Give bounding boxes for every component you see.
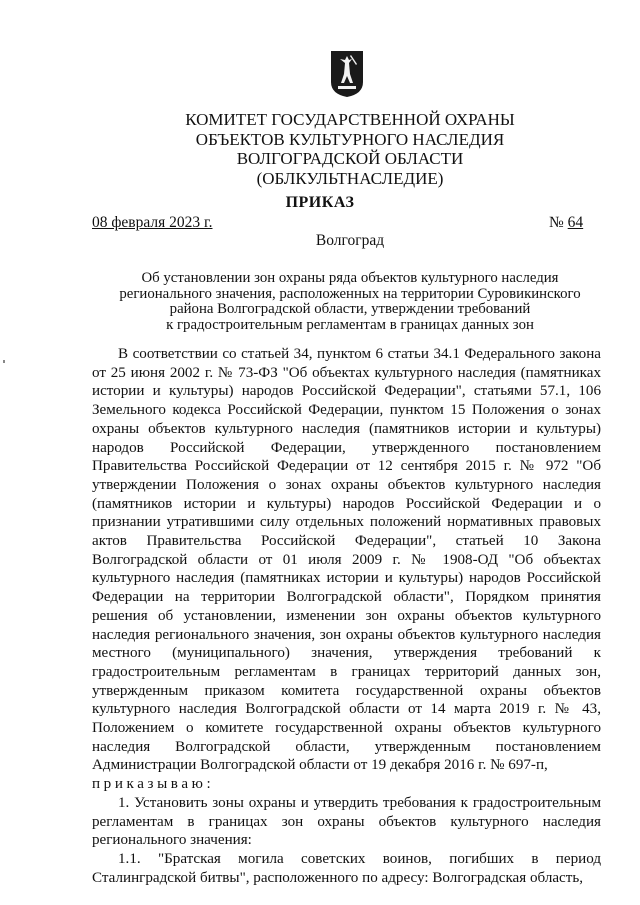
preamble-paragraph: В соответствии со статьей 34, пунктом 6 статьи 34.1 Федерального закона от 25 июня 2002 г. № 73-ФЗ "Об объектах культурного наследия (памятниках истории и культуры) народов Российской Федерации", статьями 57.1, 106 Земельного кодекса Российской Федерации, пунктом 15 Положения о зонах охраны объектов культурного наследия (памятников истории и культуры) народов Российской Федерации, утвержденного постановлением Правительства Российской Федерации от 12 сентября 2015 г. № 972 "Об утверждении Положения о зонах охраны объектов культурного наследия (памятников истории и культуры) народов Российской Федерации и о признании утратившими силу отдельных положений нормативных правовых актов Правительства Российской Федерации", статьей 10 Закона Волгоградской области от 01 июля 2009 г. № 1908-ОД "Об объектах культурного наследия (памятниках истории и культуры) народов Российской Федерации на территории Волгоградской области", Порядком принятия решения об установлении, изменении зон охраны объектов культурного наследия регионального значения, зон охраны объектов культурного наследия местного (муниципального) значения, утверждения требований к градостроительным регламентам в границах территорий данных зон, утвержденным приказом комитета государственной охраны объектов культурного наследия Волгоградской области от 14 марта 2019 г. № 43, Положением о комитете государственной охраны объектов культурного наследия Волгоградской области, утвержденным постановлением Администрации Волгоградской области от 19 декабря 2016 г. № 697-п, xyxy=(92,346,601,774)
subject-line: района Волгоградской области, утверждении требований xyxy=(169,301,531,317)
number-sign: № xyxy=(549,214,564,231)
scan-margin-mark xyxy=(3,360,5,363)
document-title: ПРИКАЗ xyxy=(285,194,355,211)
order-body xyxy=(92,345,601,887)
directive-word: приказываю: xyxy=(92,776,215,793)
subject-line: к градостроительным регламентам в границах данных зон xyxy=(166,316,534,333)
order-date: 08 февраля 2023 г. xyxy=(92,214,213,231)
agency-name xyxy=(140,110,560,188)
subject-line: регионального значения, расположенных на территории Суровикинского xyxy=(119,285,581,302)
number-value: 64 xyxy=(567,214,584,231)
agency-line: ВОЛГОГРАДСКОЙ ОБЛАСТИ xyxy=(236,149,464,168)
subject-line: Об установлении зон охраны ряда объектов культурного наследия xyxy=(141,270,559,286)
order-city: Волгоград xyxy=(315,232,385,249)
order-subject xyxy=(100,271,600,333)
agency-line: КОМИТЕТ ГОСУДАРСТВЕННОЙ ОХРАНЫ xyxy=(185,110,515,129)
agency-line: ОБЪЕКТОВ КУЛЬТУРНОГО НАСЛЕДИЯ xyxy=(195,129,505,149)
item-1-paragraph: 1. Установить зоны охраны и утвердить требования к градостроительным регламентам в границах зон охраны объектов культурного наследия регионального значения: xyxy=(92,794,601,849)
coat-of-arms-icon xyxy=(330,50,364,98)
agency-line: (ОБЛКУЛЬТНАСЛЕДИЕ) xyxy=(256,168,444,188)
item-1-1-paragraph: 1.1. "Братская могила советских воинов, погибших в период Сталинградской битвы", расположенного по адресу: Волгоградская область, xyxy=(92,850,601,886)
order-number xyxy=(549,214,583,232)
